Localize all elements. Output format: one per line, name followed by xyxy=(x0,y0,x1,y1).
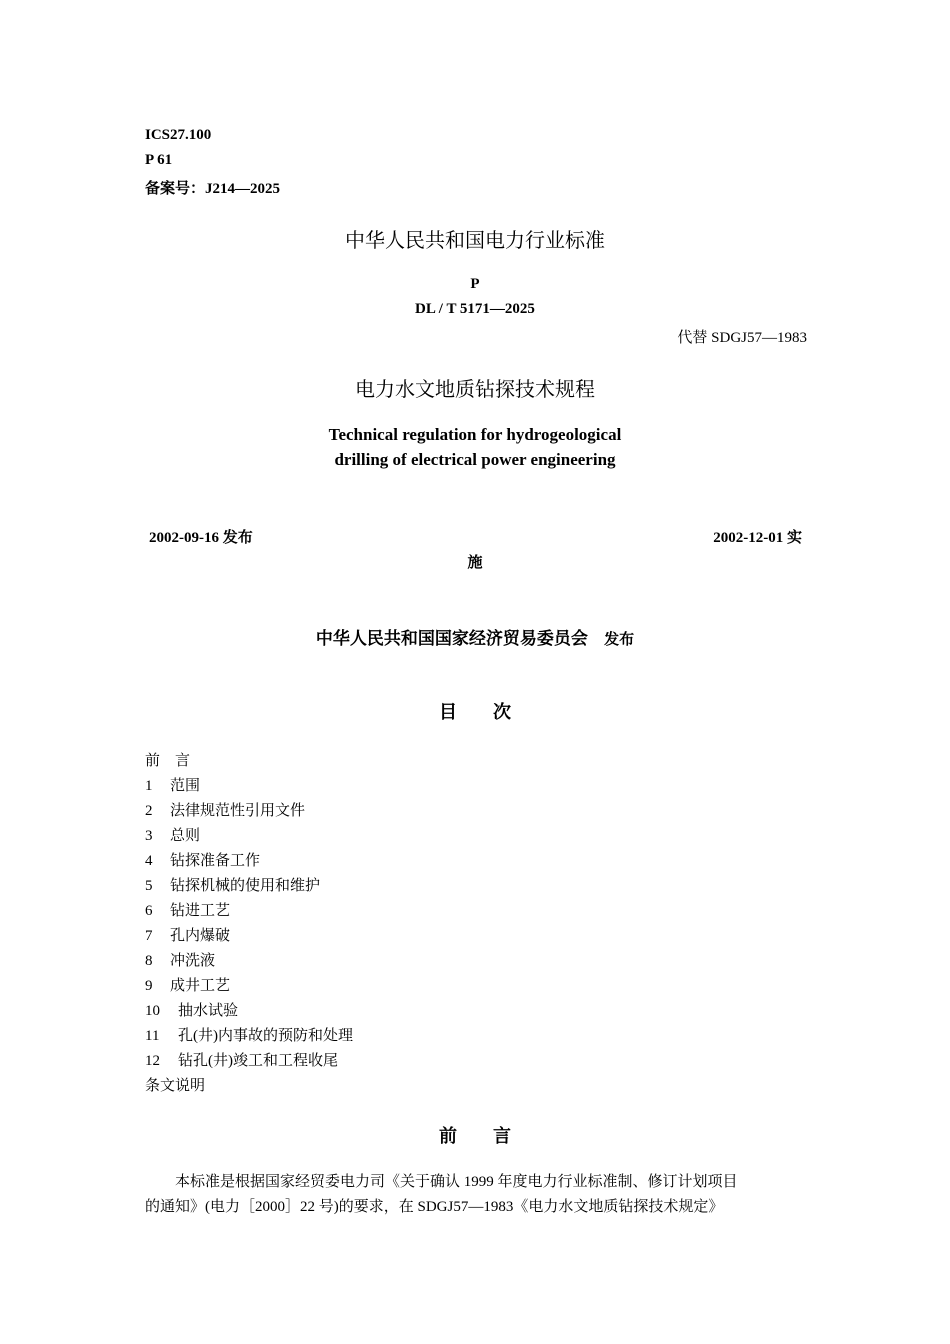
issuer-name: 中华人民共和国国家经济贸易委员会 xyxy=(315,629,588,648)
foreword-line-1: 本标准是根据国家经贸委电力司《关于确认 1999 年度电力行业标准制、修订计划项目 xyxy=(175,1174,738,1190)
standard-number: DL / T 5171—2025 xyxy=(415,301,535,317)
toc-item-6[interactable] xyxy=(145,899,230,920)
toc-item-number: 6 xyxy=(145,903,153,919)
toc-item-label: 孔(井)内事故的预防和处理 xyxy=(178,1028,353,1044)
toc-item-12[interactable] xyxy=(145,1049,338,1070)
foreword-paragraph xyxy=(145,1170,807,1220)
toc-item-10[interactable] xyxy=(145,999,238,1020)
toc-item-number: 10 xyxy=(145,1003,160,1019)
toc-item-number: 12 xyxy=(145,1053,160,1069)
record-number: 备案号：J214—2025 xyxy=(145,181,281,197)
toc-item-3[interactable] xyxy=(145,824,200,845)
foreword-line-2: 的通知》(电力［2000］22 号)的要求，在 SDGJ57—1983《电力水文地质钻探技术规定》 xyxy=(145,1199,724,1215)
toc-item-foreword[interactable] xyxy=(145,749,190,770)
implement-date-wrap: 施 xyxy=(467,555,483,571)
issuer xyxy=(0,624,950,649)
toc-item-1[interactable] xyxy=(145,774,200,795)
toc-item-label: 冲洗液 xyxy=(170,953,216,969)
toc-item-number: 5 xyxy=(145,878,153,894)
category-code: P xyxy=(470,276,480,292)
toc-item-label: 钻孔(井)竣工和工程收尾 xyxy=(178,1053,338,1069)
toc-item-number: 1 xyxy=(145,778,153,794)
title-english-line2: drilling of electrical power engineering xyxy=(334,450,616,469)
toc-item-number: 11 xyxy=(145,1028,160,1044)
toc-item-label: 条文说明 xyxy=(145,1078,206,1094)
toc-item-4[interactable] xyxy=(145,849,260,870)
implement-date: 2002-12-01 实 xyxy=(713,530,802,546)
toc-item-label: 范围 xyxy=(170,778,201,794)
toc-item-label: 钻进工艺 xyxy=(170,903,231,919)
toc-item-9[interactable] xyxy=(145,974,230,995)
toc-item-8[interactable] xyxy=(145,949,215,970)
toc-item-11[interactable] xyxy=(145,1024,353,1045)
replaces-note: 代替 SDGJ57—1983 xyxy=(677,330,807,346)
toc-item-number: 3 xyxy=(145,828,153,844)
ics-code: ICS27.100 xyxy=(145,127,212,143)
p-code: P 61 xyxy=(145,152,173,168)
standard-type: 中华人民共和国电力行业标准 xyxy=(345,228,605,252)
toc-item-label: 抽水试验 xyxy=(178,1003,239,1019)
toc-item-number: 9 xyxy=(145,978,153,994)
toc-item-2[interactable] xyxy=(145,799,305,820)
toc-item-notes[interactable] xyxy=(145,1074,205,1095)
toc-item-number: 7 xyxy=(145,928,153,944)
toc-item-label: 总则 xyxy=(170,828,201,844)
title-chinese: 电力水文地质钻探技术规程 xyxy=(355,377,595,401)
toc-item-number: 2 xyxy=(145,803,153,819)
title-english-line1: Technical regulation for hydrogeological xyxy=(328,425,622,444)
toc-item-label: 钻探准备工作 xyxy=(170,853,261,869)
issuer-action: 发布 xyxy=(604,632,635,648)
foreword-heading: 前 言 xyxy=(439,1126,511,1146)
toc-item-5[interactable] xyxy=(145,874,320,895)
toc-item-number: 4 xyxy=(145,853,153,869)
toc-item-7[interactable] xyxy=(145,924,230,945)
toc-item-number: 8 xyxy=(145,953,153,969)
toc-heading: 目 次 xyxy=(439,702,511,722)
publish-date: 2002-09-16 发布 xyxy=(149,530,253,546)
toc-item-label: 法律规范性引用文件 xyxy=(170,803,306,819)
toc-item-label: 前 言 xyxy=(145,753,191,769)
toc-item-label: 孔内爆破 xyxy=(170,928,231,944)
toc-item-label: 成井工艺 xyxy=(170,978,231,994)
toc-item-label: 钻探机械的使用和维护 xyxy=(170,878,321,894)
